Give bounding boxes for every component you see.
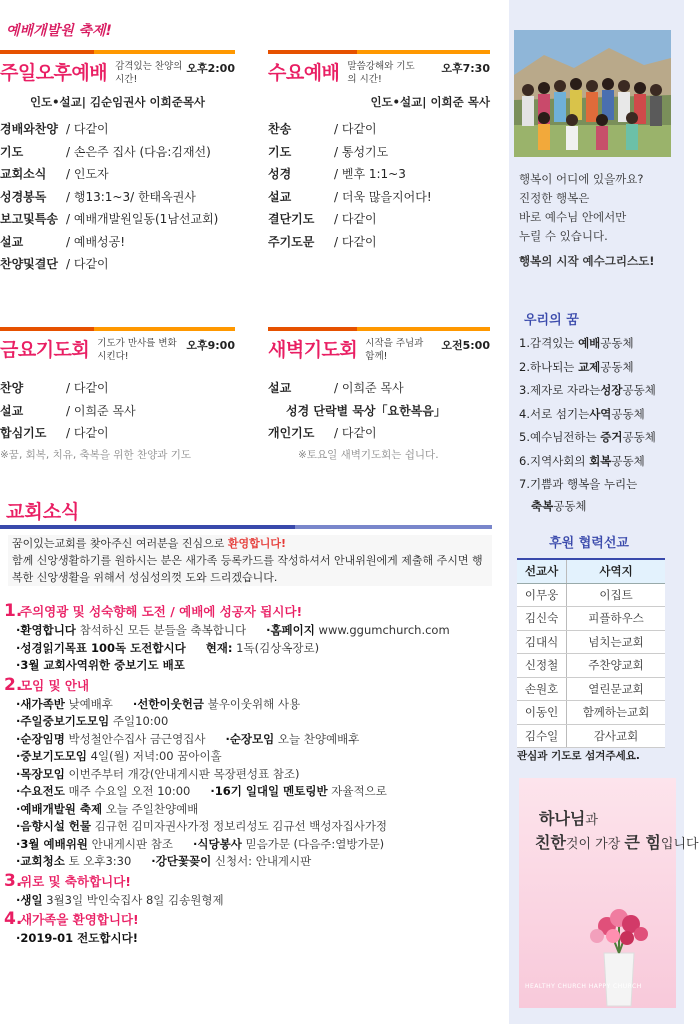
dream-item — [519, 332, 679, 356]
dream-text: 공동체 — [553, 498, 587, 513]
news-item — [4, 818, 500, 836]
news-heading — [4, 675, 500, 696]
dream-item — [519, 426, 679, 450]
card-line-2 — [535, 830, 699, 853]
divider — [0, 50, 235, 54]
news-item-label: ·교회청소 — [16, 854, 65, 868]
order-label: 교회소식 — [0, 167, 47, 181]
friday-service-block — [0, 327, 235, 462]
news-item-text: 주일10:00 — [109, 714, 169, 728]
news-item-text: 믿음가문 (다음주:열방가문) — [241, 836, 385, 851]
service-name: 주일오후예배 — [0, 62, 108, 84]
service-time: 오후7:30 — [441, 62, 490, 75]
order-label: 설교 — [0, 234, 24, 249]
news-item-text: 토 오후3:30 — [64, 854, 132, 868]
news-item — [4, 766, 500, 784]
dream-text: 지역사회의 — [529, 453, 590, 468]
news-item — [4, 801, 500, 819]
dream-keyword: 성장 — [600, 383, 623, 397]
order-value: / 더욱 많을지어다! — [334, 189, 432, 204]
order-label: 설교 — [268, 381, 292, 395]
order-label: 경배와찬양 — [0, 122, 58, 136]
news-item-label: ·환영합니다 — [16, 623, 76, 637]
card-word: 것이 가장 — [565, 837, 625, 852]
welcome-text-2: 함께 신앙생활하기를 원하시는 분은 새가족 등록카드를 작성하셔서 안내위원에게 제출해 주시면 행복한 신앙생활을 위해서 성심성의껏 도와 드리겠습니다. — [12, 554, 483, 584]
news-item-label: ·홈페이지 — [266, 623, 315, 637]
card-line-1 — [539, 806, 598, 829]
order-value: / 손은주 집사 (다음:김재선) — [66, 144, 211, 159]
news-item-text: 오늘 찬양예배후 — [274, 731, 360, 746]
dawn-bible-study: 성경 단락별 묵상「요한복음」 — [286, 403, 446, 418]
service-subtitle: 감격있는 찬양의 시간! — [115, 61, 183, 85]
order-value: / 다같이 — [334, 122, 377, 136]
mission-field: 주찬양교회 — [567, 654, 665, 678]
news-item — [4, 713, 500, 731]
news-item-text: 신청서: 안내게시판 — [211, 854, 312, 868]
dream-text: 공동체 — [611, 453, 645, 468]
missionary-name: 손원호 — [517, 677, 567, 701]
news-heading — [4, 909, 500, 930]
dream-text: 서로 섬기는 — [529, 406, 590, 421]
news-item-text: 참석하신 모든 분들을 축복합니다 — [75, 623, 247, 637]
news-item-label: ·강단꽃꽂이 — [151, 854, 212, 868]
dream-number: 5. — [519, 430, 530, 444]
quote-line: 진정한 행복은 — [519, 191, 590, 205]
news-item-text: 4일(월) 저녁:00 꿈아이홀 — [87, 749, 222, 763]
news-item-label: ·수요전도 — [16, 784, 65, 798]
news-item-text: 자율적으로 — [327, 784, 387, 798]
service-subtitle: 말씀강해와 기도의 시간! — [347, 61, 415, 85]
table-row — [517, 654, 665, 678]
news-heading-text: 위로 및 축하합니다! — [20, 873, 132, 889]
service-time: 오전5:00 — [441, 339, 490, 352]
news-item-label: ·순장모임 — [225, 731, 275, 746]
dream-number: 2. — [519, 359, 530, 374]
news-item — [4, 748, 500, 766]
order-item — [0, 141, 235, 164]
table-row — [517, 724, 665, 748]
order-item — [0, 186, 235, 209]
sidebar — [509, 0, 699, 1024]
dream-text: 공동체 — [611, 406, 645, 421]
mission-field: 넘치는교회 — [567, 630, 665, 654]
order-label: 합심기도 — [0, 426, 47, 440]
dream-text: 공동체 — [600, 336, 634, 350]
divider — [268, 50, 490, 54]
column-header: 사역지 — [567, 559, 665, 583]
dream-keyword: 사역 — [589, 406, 612, 421]
news-item-label: ·중보기도모임 — [16, 749, 88, 763]
welcome-text: 꿈이있는교회를 찾아주신 여러분을 진심으로 — [12, 537, 228, 550]
dream-text: 하나되는 — [529, 359, 579, 374]
happiness-quote — [519, 170, 654, 271]
order-value: / 다같이 — [334, 234, 377, 249]
dream-keyword: 회복 — [589, 453, 612, 468]
order-value: / 다같이 — [334, 212, 377, 226]
order-item — [268, 422, 490, 445]
order-value: / 행13:1~3/ 한태옥권사 — [66, 189, 196, 204]
dream-list — [519, 332, 679, 515]
news-item-text: www.ggumchurch.com — [314, 623, 450, 637]
order-label: 찬송 — [268, 122, 292, 136]
news-item-label: ·순장임명 — [16, 731, 65, 746]
mission-title: 후원 협력선교 — [549, 536, 629, 551]
order-label: 설교 — [268, 189, 292, 204]
quote-highlight: 행복의 시작 예수그리스도! — [519, 254, 655, 268]
table-row — [517, 630, 665, 654]
news-item-label: ·주일중보기도모임 — [16, 714, 110, 728]
dream-keyword: 축복 — [531, 498, 554, 513]
missionary-name: 김신숙 — [517, 607, 567, 631]
dream-number: 1. — [519, 336, 530, 350]
order-item — [0, 231, 235, 254]
dream-text: 예수님전하는 — [529, 430, 601, 444]
dream-keyword: 예배 — [578, 336, 601, 350]
missionary-name: 이동인 — [517, 701, 567, 725]
order-list — [0, 118, 235, 276]
table-row — [517, 583, 665, 607]
service-leader: 인도•설교| 이희준 목사 — [370, 95, 490, 109]
order-label: 찬양 — [0, 381, 24, 395]
missionary-name: 김대식 — [517, 630, 567, 654]
dream-item — [519, 403, 679, 427]
dream-text: 공동체 — [622, 383, 656, 397]
card-word: 하나님 — [539, 809, 586, 828]
news-item-label: ·선한이웃헌금 — [132, 696, 204, 711]
dream-text: 감격있는 — [529, 336, 579, 350]
wednesday-service-block — [268, 50, 490, 253]
news-item-label: 현재: — [205, 640, 233, 655]
mission-field: 피플하우스 — [567, 607, 665, 631]
flower-vase-icon — [579, 898, 659, 1008]
service-name: 금요기도회 — [0, 339, 90, 361]
order-item — [268, 163, 490, 186]
mission-field: 감사교회 — [567, 724, 665, 748]
news-item-text: 안내게시판 참조 — [87, 836, 173, 851]
order-value: / 이희준 목사 — [66, 403, 136, 418]
order-item — [0, 208, 235, 231]
order-label: 기도 — [0, 144, 24, 159]
table-row — [517, 701, 665, 725]
service-name: 새벽기도회 — [268, 339, 358, 361]
order-value: / 다같이 — [66, 257, 109, 271]
order-value: / 벧후 1:1~3 — [334, 167, 406, 181]
missionary-name: 이무웅 — [517, 583, 567, 607]
dream-number: 4. — [519, 406, 530, 421]
dream-keyword: 교제 — [578, 359, 601, 374]
quote-line: 바로 예수님 안에서만 — [519, 210, 627, 224]
news-item — [4, 853, 500, 871]
order-item — [0, 400, 235, 423]
service-note: ※토요일 새벽기도회는 쉽니다. — [298, 448, 439, 461]
order-item — [0, 422, 235, 445]
service-name: 수요예배 — [268, 62, 340, 84]
card-caption: HEALTHY CHURCH HAPPY CHURCH — [525, 983, 642, 990]
news-list — [4, 601, 500, 948]
news-number: 3. — [4, 870, 23, 891]
news-item-label: ·새가족반 — [16, 696, 65, 711]
service-note: ※꿈, 회복, 치유, 축복을 위한 찬양과 기도 — [0, 448, 191, 461]
order-item — [268, 231, 490, 254]
service-time: 오후2:00 — [186, 62, 235, 75]
dream-text: 제자로 자라는 — [529, 383, 601, 397]
order-item — [0, 163, 235, 186]
divider — [268, 327, 490, 331]
dream-item — [519, 473, 679, 497]
order-item — [268, 141, 490, 164]
order-list — [268, 422, 490, 445]
news-item-label: ·16기 일대일 멘토링반 — [210, 784, 328, 798]
service-subtitle: 기도가 만사를 변화시킨다! — [97, 338, 177, 362]
order-value: / 다같이 — [66, 426, 109, 440]
order-item — [268, 118, 490, 141]
dream-item — [519, 356, 679, 380]
order-label: 결단기도 — [268, 212, 315, 226]
table-row — [517, 677, 665, 701]
service-leader: 인도•설교| 김순임권사 이희준목사 — [29, 95, 206, 109]
order-label: 개인기도 — [268, 426, 315, 440]
order-label: 성경 — [268, 167, 292, 181]
news-heading-text: 모임 및 안내 — [20, 677, 90, 693]
order-item — [268, 208, 490, 231]
quote-line: 행복이 어디에 있을까요? — [519, 172, 644, 186]
card-word: 과 — [585, 813, 598, 828]
news-item-label: ·3월 교회사역위한 중보기도 배포 — [16, 658, 185, 672]
dream-text: 기쁨과 행복을 누리는 — [529, 477, 638, 491]
welcome-message — [8, 535, 492, 586]
divider — [0, 525, 492, 529]
order-label: 보고및특송 — [0, 212, 58, 226]
news-item-label: ·목장모임 — [16, 766, 65, 781]
quote-line: 누릴 수 있습니다. — [519, 229, 608, 243]
order-item — [0, 377, 235, 400]
news-item-text: 오늘 주일찬양예배 — [102, 801, 199, 816]
order-list — [268, 377, 490, 400]
order-item — [268, 377, 490, 400]
mission-field: 이집트 — [567, 583, 665, 607]
dream-number: 6. — [519, 453, 530, 468]
order-value: / 다같이 — [66, 381, 109, 395]
order-value: / 인도자 — [66, 167, 109, 181]
news-item-label: ·2019-01 전도합시다! — [16, 931, 138, 945]
order-value: / 예배개발원일동(1남선교회) — [66, 212, 219, 226]
dream-item — [519, 450, 679, 474]
news-heading — [4, 601, 500, 622]
news-item — [4, 930, 500, 948]
order-label: 기도 — [268, 144, 292, 159]
news-heading-text: 새가족을 환영합니다! — [20, 912, 139, 927]
order-label: 설교 — [0, 403, 24, 418]
news-item-text: 낮예배후 — [64, 696, 113, 711]
order-item — [268, 186, 490, 209]
news-item — [4, 731, 500, 749]
missionary-name: 신정철 — [517, 654, 567, 678]
news-item-label: ·음향시설 헌물 — [16, 819, 92, 833]
news-item — [4, 696, 500, 714]
service-subtitle: 시작을 주님과 함께! — [365, 338, 424, 362]
order-label: 성경봉독 — [0, 189, 47, 204]
news-item-text: 이번주부터 개강(안내게시판 목장편성표 참조) — [64, 766, 300, 781]
dream-number: 3. — [519, 383, 530, 397]
news-item — [4, 622, 500, 640]
news-item-text: 매주 수요일 오전 10:00 — [64, 784, 191, 798]
order-item — [0, 118, 235, 141]
news-number: 2. — [4, 674, 23, 695]
order-value: / 이희준 목사 — [334, 381, 404, 395]
order-label: 찬양및결단 — [0, 257, 58, 271]
news-item-label: ·예배개발원 축제 — [16, 801, 103, 816]
order-value: / 다같이 — [66, 122, 109, 136]
order-item — [0, 253, 235, 276]
order-value: / 예배성공! — [66, 234, 126, 249]
card-word: 입니다 — [660, 837, 699, 852]
news-item-text: 박성철안수집사 금근영집사 — [64, 731, 206, 746]
news-item-text: 불우이웃위해 사용 — [203, 696, 301, 711]
news-number: 1. — [4, 601, 23, 621]
news-item-label: ·성경읽기목표 100독 도전합시다 — [16, 640, 186, 655]
dawn-service-block — [268, 327, 490, 462]
dream-text: 공동체 — [600, 359, 634, 374]
mission-field: 함께하는교회 — [567, 701, 665, 725]
service-time: 오후9:00 — [186, 339, 235, 352]
news-number: 4. — [4, 909, 23, 929]
news-item-label: ·생일 — [16, 892, 43, 907]
prayer-request: 관심과 기도로 섬겨주세요. — [517, 750, 640, 762]
news-item — [4, 892, 500, 910]
mission-table — [517, 558, 665, 748]
order-label: 주기도문 — [268, 234, 315, 249]
order-value: / 다같이 — [334, 426, 377, 440]
dream-item — [519, 379, 679, 403]
news-heading-text: 주의영광 및 성숙향해 도전 / 예배에 성공자 됩시다! — [20, 604, 303, 619]
festival-title: 예배개발원 축제! — [6, 23, 112, 39]
order-list — [0, 377, 235, 445]
dream-keyword: 증거 — [600, 430, 623, 444]
dream-number: 7. — [519, 477, 530, 491]
table-row — [517, 607, 665, 631]
divider — [0, 327, 235, 331]
news-item-text: 1독(김상옥장로) — [232, 640, 320, 655]
dream-title: 우리의 꿈 — [524, 313, 579, 328]
missionary-name: 김수일 — [517, 724, 567, 748]
news-item-text: 김규헌 김미자권사가정 정보리성도 김규선 백성자집사가정 — [91, 819, 388, 833]
news-item-label: ·3월 예배위원 — [16, 836, 88, 851]
order-value: / 통성기도 — [334, 144, 389, 159]
card-word: 친한 — [535, 833, 566, 852]
sunday-service-block — [0, 50, 235, 276]
news-item — [4, 836, 500, 854]
news-item-text: 3월3일 박인숙집사 8일 김송원형제 — [42, 892, 224, 907]
news-item-label: ·식당봉사 — [193, 836, 242, 851]
welcome-highlight: 환영합니다! — [227, 537, 287, 550]
dream-item — [519, 497, 679, 515]
column-header: 선교사 — [517, 559, 567, 583]
card-word: 큰 힘 — [624, 833, 661, 852]
news-section-title: 교회소식 — [6, 501, 80, 523]
news-heading — [4, 871, 500, 892]
order-list — [268, 118, 490, 253]
news-item — [4, 640, 500, 658]
group-photo — [514, 30, 671, 157]
mission-field: 열린문교회 — [567, 677, 665, 701]
news-item — [4, 783, 500, 801]
news-item — [4, 657, 500, 675]
message-card — [519, 778, 699, 1008]
dream-text: 공동체 — [622, 430, 656, 444]
